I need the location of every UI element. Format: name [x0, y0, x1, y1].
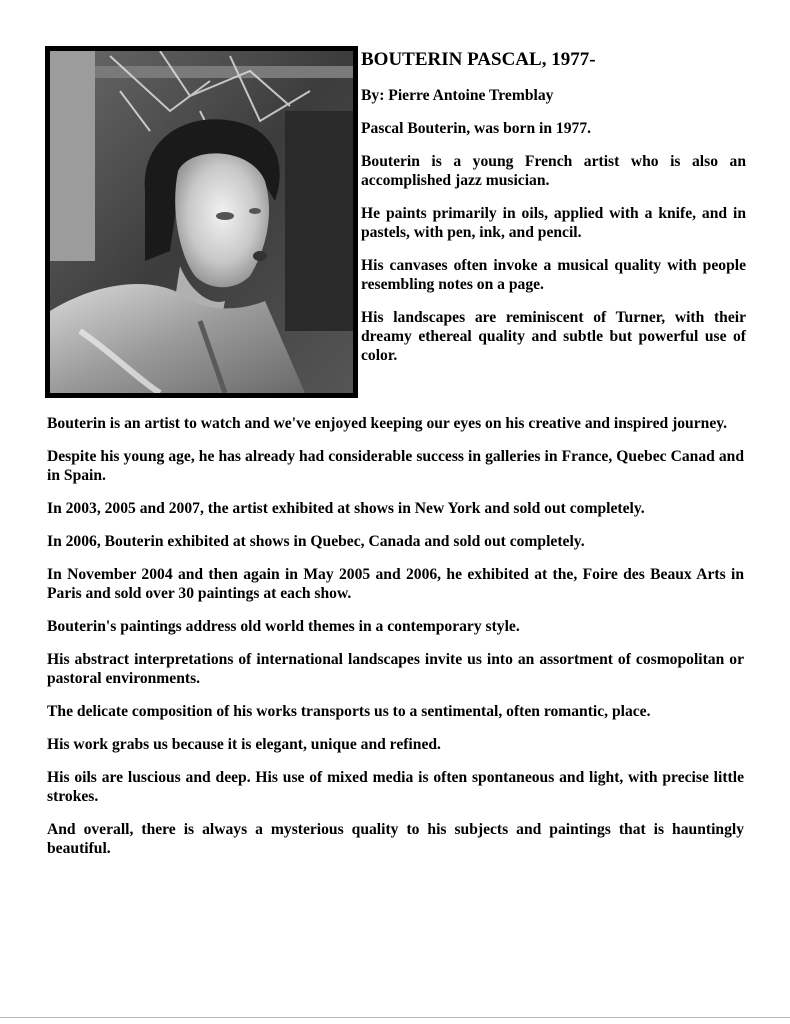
paragraph: In 2003, 2005 and 2007, the artist exhibited at shows in New York and sold out completely.: [47, 500, 645, 517]
artist-portrait-photo: [45, 46, 358, 398]
paragraph: His abstract interpretations of international landscapes invite us into an assortment of cosmopolitan or pastoral environments.: [47, 651, 744, 687]
paragraph: Pascal Bouterin, was born in 1977.: [361, 120, 592, 137]
paragraph: Despite his young age, he has already had considerable success in galleries in France, Quebec Canad and in Spain.: [47, 448, 744, 484]
paragraph: And overall, there is always a mysterious quality to his subjects and paintings that is hauntingly beautiful.: [47, 821, 744, 857]
paragraph: Bouterin is an artist to watch and we've enjoyed keeping our eyes on his creative and inspired journey.: [47, 415, 728, 432]
paragraph: His work grabs us because it is elegant, unique and refined.: [47, 736, 441, 753]
paragraph: His canvases often invoke a musical quality with people resembling notes on a page.: [361, 257, 746, 293]
paragraph: In 2006, Bouterin exhibited at shows in Quebec, Canada and sold out completely.: [47, 533, 585, 550]
paragraph: In November 2004 and then again in May 2005 and 2006, he exhibited at the, Foire des Beaux Arts in Paris and sold over 30 paintings at each show.: [47, 566, 744, 602]
portrait-image: [50, 51, 353, 393]
paragraph: His oils are luscious and deep. His use of mixed media is often spontaneous and light, with precise little strokes.: [47, 769, 744, 805]
article-body: [47, 414, 744, 872]
article-title: BOUTERIN PASCAL, 1977-: [361, 49, 596, 70]
paragraph: Bouterin is a young French artist who is also an accomplished jazz musician.: [361, 153, 746, 189]
paragraph: His landscapes are reminiscent of Turner, with their dreamy ethereal quality and subtle but powerful use of color.: [361, 309, 746, 364]
page-bottom-rule: [0, 1017, 790, 1018]
paragraph: He paints primarily in oils, applied with a knife, and in pastels, with pen, ink, and pencil.: [361, 205, 746, 241]
byline: By: Pierre Antoine Tremblay: [361, 87, 554, 104]
paragraph: The delicate composition of his works transports us to a sentimental, often romantic, place.: [47, 703, 651, 720]
paragraph: Bouterin's paintings address old world themes in a contemporary style.: [47, 618, 520, 635]
sidebar-text-column: [361, 48, 746, 379]
